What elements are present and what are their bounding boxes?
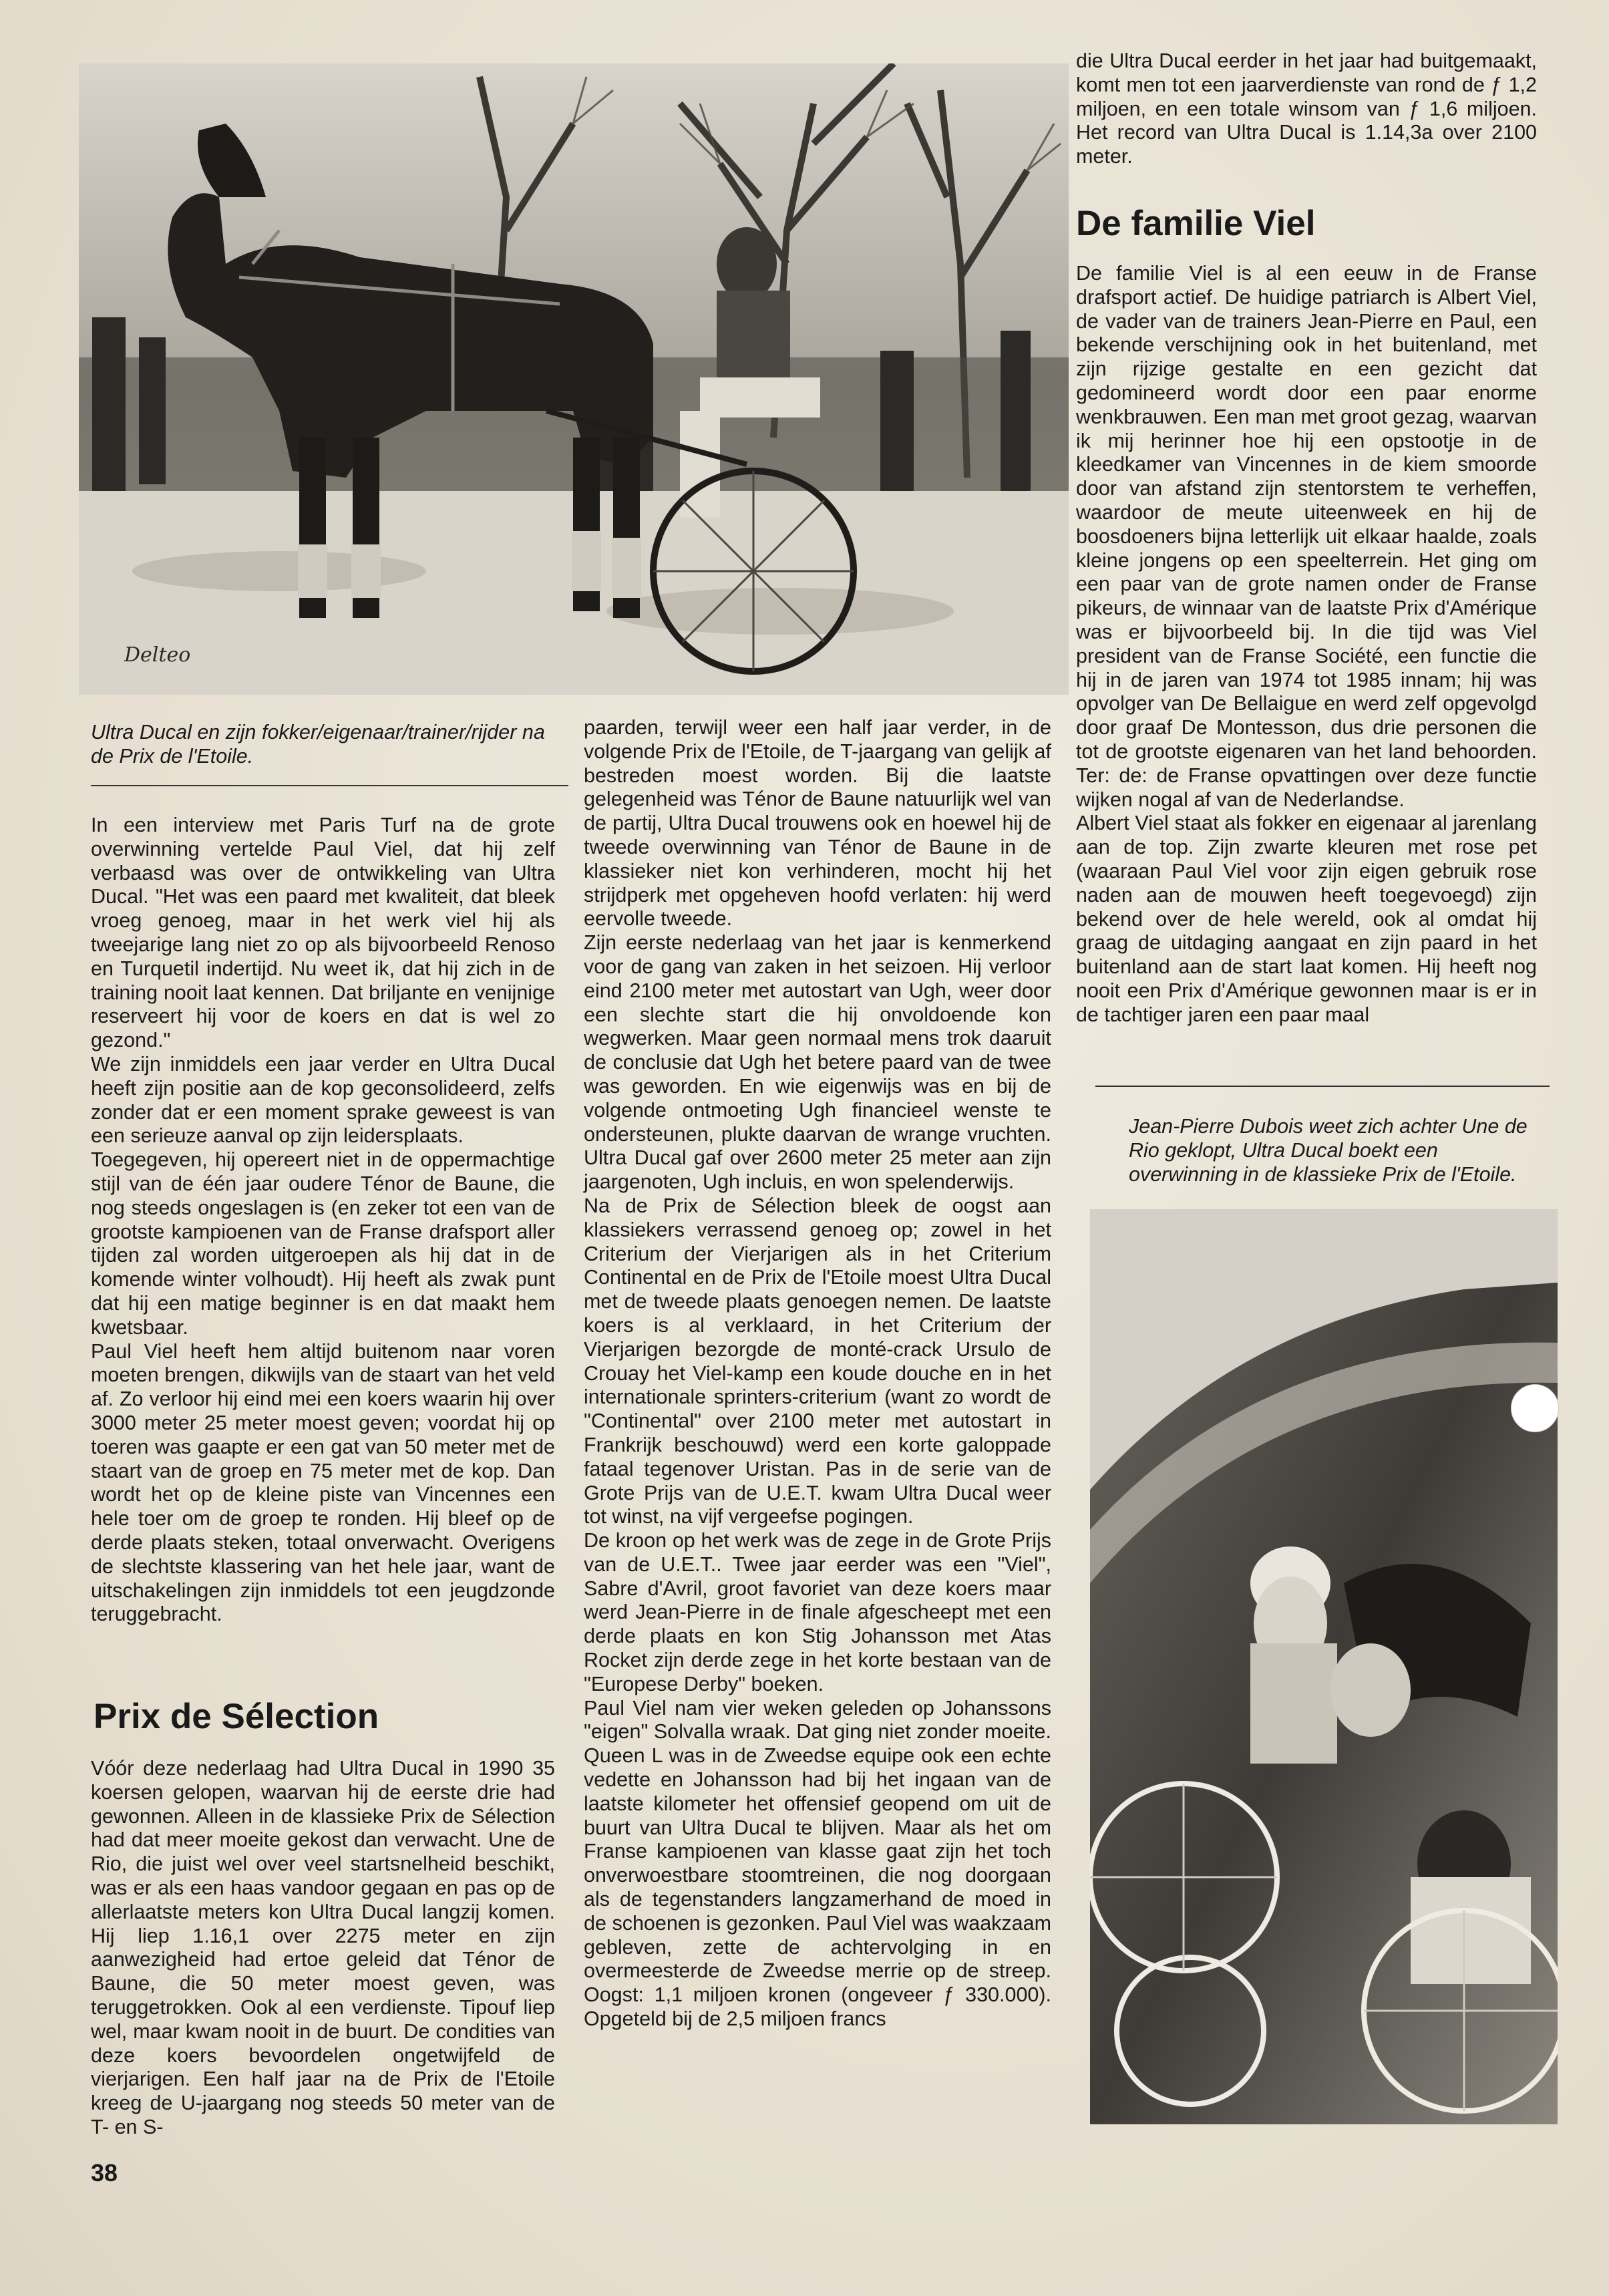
caption-rule-left xyxy=(91,785,568,786)
page-number: 38 xyxy=(91,2159,118,2186)
heading-de-familie-viel: De familie Viel xyxy=(1076,204,1316,243)
column-1 xyxy=(91,814,555,1627)
col2-paragraph-3: Na de Prix de Sélection bleek de oogst aan klassiekers verrassend genoeg op; zowel in het Criterium der Vierjarigen als in het Criterium Continental en de Prix de l'Etoile moest Ultra Ducal met de tweede plaats genoegen nemen. De laatste koers is al verklaard, in het Criterium der Vierjarigen bezorgde de monté-crack Ursulo de Crouay het Viel-kamp een koude douche en in het internationale sprinters-criterium (want zo wordt de "Continental" over 2100 meter met autostart in Frankrijk beschouwd) werd een korte galoppade fataal tegenover Uristan. Pas in de serie van de Grote Prijs van de U.E.T. kwam Ultra Ducal weer tot winst, na vijf vergeefse pogingen. xyxy=(584,1194,1051,1528)
column-2 xyxy=(584,716,1051,2031)
column-1-continued xyxy=(91,1757,555,2140)
top-photo xyxy=(79,63,1069,695)
col1-paragraph-3: Toegegeven, hij opereert niet in de oppermachtige stijl van de één jaar oudere Ténor de Baune, die nog steeds ongeslagen is (en zeker tot een van de grootste kampioenen van de Franse drafsport aller tijden zal worden uitgeroepen als hij dat in de komende winter volhoudt). Hij heeft als zwak punt dat hij een matige beginner is en dat maakt hem kwetsbaar. xyxy=(91,1148,555,1339)
photo-signature: Delteo xyxy=(124,643,191,667)
col3-paragraph-3: Albert Viel staat als fokker en eigenaar al jarenlang aan de top. Zijn zwarte kleuren met rose pet (waaraan Paul Viel voor zijn eigen gebruik rose naden aan de mouwen heeft toegevoegd) zijn bekend over de hele wereld, ook al omdat hij graag de uitdaging aangaat en zijn paard in het buitenland aan de start laat komen. Hij heeft nog nooit een Prix d'Amérique gewonnen maar is er in de tachtiger jaren een paar maal xyxy=(1076,812,1537,1026)
col2-paragraph-1: paarden, terwijl weer een half jaar verder, in de volgende Prix de l'Etoile, de T-jaargang van gelijk af bestreden moest worden. Bij die laatste gelegenheid was Ténor de Baune natuurlijk wel van de partij, Ultra Ducal trouwens ook en hoewel hij de tweede overwinning van Ténor de Baune in de klassieker niet kon verhinderen, mocht hij het strijdperk met opgeheven hoofd verlaten: hij werd eervolle tweede. xyxy=(584,716,1051,931)
punch-hole xyxy=(1511,1384,1559,1432)
col1-paragraph-2: We zijn inmiddels een jaar verder en Ultra Ducal heeft zijn positie aan de kop geconsolideerd, zelfs zonder dat er een moment sprake geweest is van een serieuze aanval op zijn leidersplaats. xyxy=(91,1052,555,1148)
col3-paragraph-1: die Ultra Ducal eerder in het jaar had buitgemaakt, komt men tot een jaarverdienste van rond de ƒ 1,2 miljoen, en een totale winsom van ƒ 1,6 miljoen. Het record van Ultra Ducal is 1.14,3a over 2100 meter. xyxy=(1076,49,1537,168)
col1-paragraph-1: In een interview met Paris Turf na de grote overwinning vertelde Paul Viel, dat hij zelf verbaasd was over de ontwikkeling van Ultra Ducal. "Het was een paard met kwaliteit, dat bleek vroeg genoeg, maar in het werk viel hij als tweejarige lang niet zo op als bijvoorbeeld Renoso en Turquetil indertijd. Nu weet ik, dat hij zich in de training nooit laat kennen. Dat briljante en venijnige reserveert hij voor de koers en dat is wel zo gezond." xyxy=(91,814,555,1052)
caption-top: Ultra Ducal en zijn fokker/eigenaar/trainer/rijder na de Prix de l'Etoile. xyxy=(91,721,545,768)
caption-rule-right xyxy=(1095,1086,1550,1087)
col2-paragraph-2: Zijn eerste nederlaag van het jaar is kenmerkend voor de gang van zaken in het seizoen. Hij verloor eind 2100 meter met autostart van Ugh, weer door een slechte start die hij onvoldoende kon wegwerken. Maar geen normaal mens trok daaruit de conclusie dat Ugh het betere paard van de twee was geworden. En wie eigenwijs was en bij de volgende ontmoeting Ugh financieel wenste te ondersteunen, plukte daarvan de wrange vruchten. Ultra Ducal gaf over 2600 meter 25 meter aan zijn jaargenoten, Ugh incluis, en won spelenderwijs. xyxy=(584,931,1051,1194)
col2-paragraph-4: De kroon op het werk was de zege in de Grote Prijs van de U.E.T.. Twee jaar eerder was een "Viel", Sabre d'Avril, groot favoriet van deze koers maar werd Jean-Pierre in de finale afgescheept met een derde plaats en kon Stig Johansson met Atas Rocket zijn derde zege in het korte bestaan van de "Europese Derby" boeken. xyxy=(584,1529,1051,1695)
caption-bottom: Jean-Pierre Dubois weet zich achter Une de Rio geklopt, Ultra Ducal boekt een overwinning in de klassieke Prix de l'Etoile. xyxy=(1129,1115,1528,1186)
col2-paragraph-5: Paul Viel nam vier weken geleden op Johanssons "eigen" Solvalla wraak. Dat ging niet zonder moeite. Queen L was in de Zweedse equipe ook een echte vedette en Johansson had bij het ingaan van de laatste kilometer het offensief geopend om uit de buurt van Ultra Ducal te blijven. Maar als het om Franse kampioenen van klasse gaat zijn het toch onverwoestbare stoomtreinen, die nog doorgaan als de tegenstanders langzamerhand de moed in de schoenen is gezonken. Paul Viel was waakzaam gebleven, zette de achtervolging in en overmeesterde de Zweedse merrie op de streep. Oogst: 1,1 miljoen kronen (ongeveer ƒ 330.000). Opgeteld bij de 2,5 miljoen francs xyxy=(584,1696,1051,2031)
harness-race-photo-icon xyxy=(1090,1209,1558,2124)
heading-prix-de-selection: Prix de Sélection xyxy=(94,1697,379,1736)
bottom-photo xyxy=(1090,1209,1558,2124)
harness-racing-photo-icon xyxy=(79,63,1069,695)
column-3-continued xyxy=(1076,262,1537,1027)
col1-paragraph-4: Paul Viel heeft hem altijd buitenom naar voren moeten brengen, dikwijls van de staart van het veld af. Zo verloor hij eind mei een koers waarin hij over 3000 meter 25 meter moest geven; voordat hij op toeren was gaapte er een gat van 50 meter met de staart van de groep en 75 meter met de kop. Dan wordt het op de kleine piste van Vincennes een hele toer om de groep te ronden. Hij bleef op de derde plaats steken, totaal onverwacht. Overigens de slechtste klassering van het hele jaar, want de uitschakelingen zijn inmiddels tot een jeugdzonde teruggebracht. xyxy=(91,1339,555,1626)
col1-paragraph-5: Vóór deze nederlaag had Ultra Ducal in 1990 35 koersen gelopen, waarvan hij de eerste drie had gewonnen. Alleen in de klassieke Prix de Sélection had dat meer moeite gekost dan verwacht. Une de Rio, die juist wel over veel startsnelheid beschikt, was er als een haas vandoor gegaan en pas op de allerlaatste meters kon Ultra Ducal langzij komen. Hij liep 1.16,1 over 2275 meter en zijn aanwezigheid had ertoe geleid dat Ténor de Baune, die 50 meter moest geven, was teruggetrokken. Ook al een verdienste. Tipouf liep wel, maar kwam nooit in de buurt. De condities van deze koers bevoordelen ongetwijfeld de vierjarigen. Een half jaar na de Prix de l'Etoile kreeg de U-jaargang nog steeds 50 meter van de T- en S- xyxy=(91,1757,555,2138)
col3-paragraph-2: De familie Viel is al een eeuw in de Franse drafsport actief. De huidige patriarch is Albert Viel, de vader van de trainers Jean-Pierre en Paul, een bekende verschijning ook in het buitenland, met zijn rijzige gestalte en een gezicht dat gedomineerd wordt door een paar enorme wenkbrauwen. Een man met groot gezag, waarvan ik mij herinner hoe hij een opstootje in de kleedkamer van Vincennes in de kiem smoorde door van afstand zijn stentorstem te verheffen, waardoor de meute uiteenweek en hij de boosdoeners bijna letterlijk uit elkaar haalde, zoals kleine jongens op een speelterrein. Het ging om een paar van de grote namen onder de Franse pikeurs, de winnaar van de laatste Prix d'Amérique was er bijvoorbeeld bij. In die tijd was Viel president van de Franse Société, een functie die hij in de jaren van 1974 tot 1985 innam; hij was opvolger van De Bellaigue en werd zelf opgevolgd door graaf De Montesson, dus drie personen die tot de grootste eigenaren van het land behoorden. Ter: de: de Franse opvattingen over deze functie wijken nogal af van de Nederlandse. xyxy=(1076,262,1537,811)
column-3 xyxy=(1076,49,1537,169)
